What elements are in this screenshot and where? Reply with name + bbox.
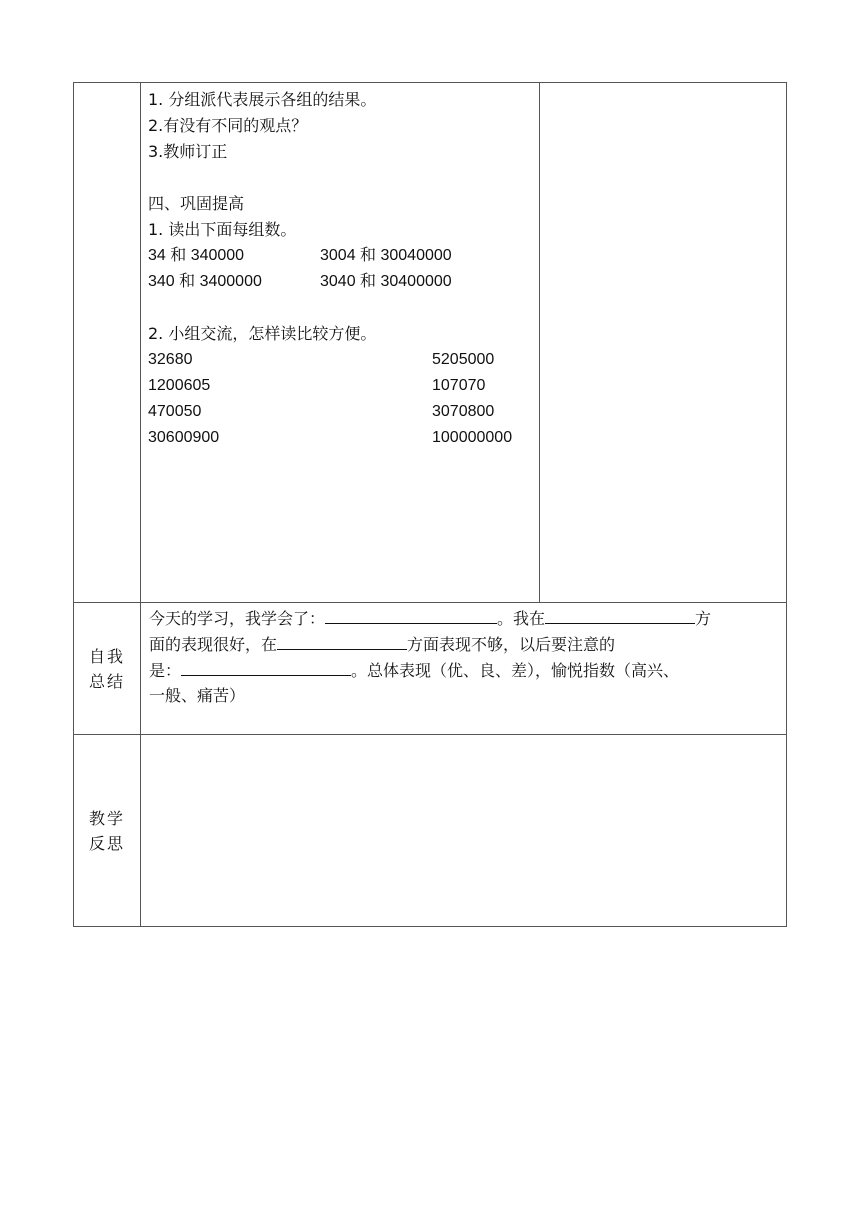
blank-attention[interactable]	[181, 657, 351, 676]
summary-line-4: 一般、痛苦）	[149, 686, 246, 705]
reflection-row	[74, 735, 787, 927]
number-pair: 34 和 340000	[148, 247, 245, 264]
step-2: 2.有没有不同的观点？	[148, 116, 308, 135]
number-row	[148, 373, 533, 399]
summary-line-2: 面的表现很好，在 方面表现不够，以后要注意的	[149, 631, 780, 657]
spacer	[148, 295, 533, 321]
blank-weak-at[interactable]	[277, 631, 407, 650]
number: 30600900	[148, 429, 220, 446]
summary-row	[74, 603, 787, 735]
lesson-table	[73, 82, 787, 927]
number: 470050	[148, 403, 202, 420]
activity-label-cell	[74, 83, 141, 603]
step-1: 1. 分组派代表展示各组的结果。	[148, 90, 377, 109]
number-pair: 340 和 3400000	[148, 273, 262, 290]
summary-line-1: 今天的学习，我学会了： 。我在 方	[149, 605, 780, 631]
notes-cell	[540, 83, 787, 603]
activity-row	[74, 83, 787, 603]
number-row	[148, 425, 533, 451]
number-pair: 3004 和 30040000	[320, 247, 452, 264]
number: 3070800	[432, 403, 495, 420]
section-4-title: 四、巩固提高	[148, 194, 245, 213]
number-row	[148, 399, 533, 425]
step-3: 3.教师订正	[148, 142, 228, 161]
number: 1200605	[148, 377, 211, 394]
number-row	[148, 347, 533, 373]
number-pair-row	[148, 269, 533, 295]
activity-content-cell	[141, 83, 540, 603]
blank-good-at[interactable]	[545, 605, 695, 624]
summary-label: 自我 总结	[74, 603, 141, 735]
reflection-label: 教学 反思	[74, 735, 141, 927]
spacer	[148, 165, 533, 191]
question-2-title: 2. 小组交流，怎样读比较方便。	[148, 324, 377, 343]
number-pair: 3040 和 30400000	[320, 273, 452, 290]
blank-learned[interactable]	[325, 605, 497, 624]
summary-line-3: 是： 。总体表现（优、良、差），愉悦指数（高兴、	[149, 657, 780, 683]
question-1-title: 1. 读出下面每组数。	[148, 220, 297, 239]
number: 5205000	[432, 351, 495, 368]
number: 107070	[432, 377, 486, 394]
number-pair-row	[148, 243, 533, 269]
number: 100000000	[432, 429, 513, 446]
summary-content-cell	[141, 603, 787, 735]
number: 32680	[148, 351, 193, 368]
reflection-content-cell[interactable]	[141, 735, 787, 927]
